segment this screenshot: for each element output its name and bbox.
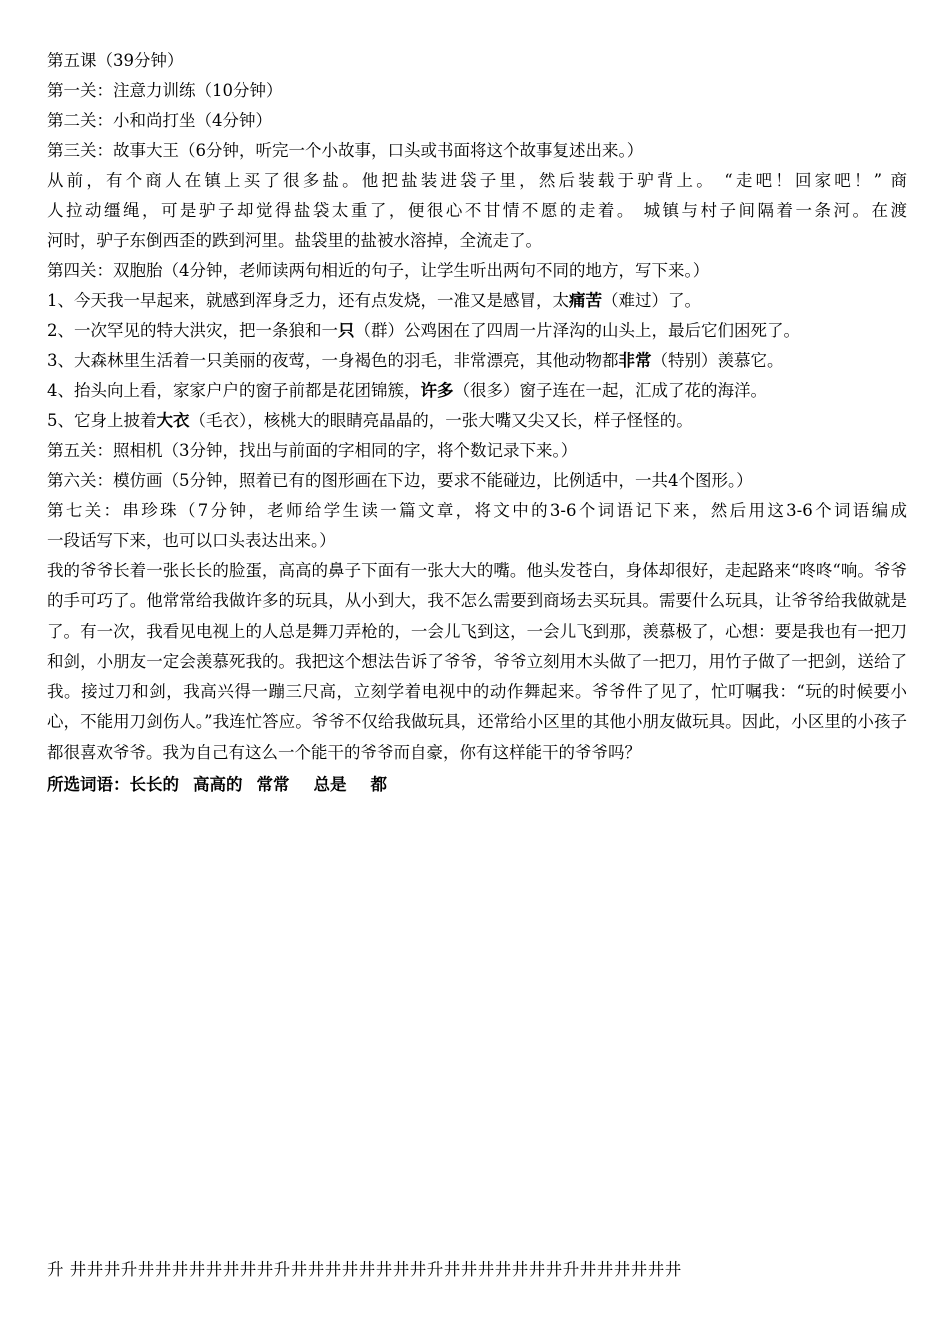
character-pattern-row: 升 井井井升井井井井井井井井升井井井井井井井井升井井井井井井井升井井井井井井 (47, 1260, 682, 1279)
word-3: 常常 (256, 775, 290, 795)
sentence-1: 1、今天我一早起来，就感到浑身乏力，还有点发烧，一准又是感冒，太痛苦（难过）了。 (47, 291, 701, 310)
essay-paragraph: 我的爷爷长着一张长长的脸蛋，高高的鼻子下面有一张大大的嘴。他头发苍白，身体却很好，走起路来“咚咚“响。爷爷的手可巧了。他常常给我做许多的玩具，从小到大，我不怎么需要到商场去买玩具。需要什么玩具，让爷爷给我做就是了。有一次，我看见电视上的人总是舞刀弄枪的，一会儿飞到这，一会儿飞到那，羡慕极了，心想：要是我也有一把刀和剑，小朋友一定会羡慕死我的。我把这个想法告诉了爷爷，爷爷立刻用木头做了一把刀，用竹子做了一把剑，送给了我。接过刀和剑，我高兴得一蹦三尺高，立刻学着电视中的动作舞起来。爷爷件了见了，忙叮嘱我：“玩的时候要小心，不能用刀剑伤人。”我连忙答应。爷爷不仅给我做玩具，还常给小区里的其他小朋友做玩具。因此，小区里的小孩子都很喜欢爷爷。我为自己有这么一个能干的爷爷而自豪，你有这样能干的爷爷吗？ (47, 561, 907, 762)
sentence-2-keyword: 只 (338, 321, 355, 340)
level-3-heading: 第三关：故事大王（6分钟，听完一个小故事，口头或书面将这个故事复述出来。） (47, 141, 644, 160)
level-7-heading-line-1: 第七关：串珍珠（7分钟，老师给学生读一篇文章，将文中的3-6个词语记下来，然后用这3-6个词语编成 (47, 501, 907, 520)
level-6-heading: 第六关：模仿画（5分钟，照着已有的图形画在下边，要求不能碰边，比例适中，一共4个图形。） (47, 471, 753, 490)
sentence-3-keyword: 非常 (618, 351, 652, 370)
sentence-2: 2、一次罕见的特大洪灾，把一条狼和一只（群）公鸡困在了四周一片泽沟的山头上，最后它们困死了。 (47, 321, 800, 340)
sentence-3: 3、大森林里生活着一只美丽的夜莺，一身褐色的羽毛，非常漂亮，其他动物都非常（特别）羡慕它。 (47, 351, 784, 370)
word-4: 总是 (313, 775, 347, 795)
sentence-4-keyword: 许多 (420, 381, 454, 400)
sentence-5-keyword: 大衣 (156, 411, 190, 430)
level-2-heading: 第二关：小和尚打坐（4分钟） (47, 111, 272, 130)
word-1: 长长的 (129, 775, 179, 795)
level-5-heading: 第五关：照相机（3分钟，找出与前面的字相同的字，将个数记录下来。） (47, 441, 578, 460)
level-4-heading: 第四关：双胞胎（4分钟，老师读两句相近的句子，让学生听出两句不同的地方，写下来。） (47, 261, 710, 280)
sentence-5: 5、它身上披着大衣（毛衣），核桃大的眼睛亮晶晶的，一张大嘴又尖又长，样子怪怪的。 (47, 411, 693, 430)
word-2: 高高的 (193, 775, 243, 795)
level-7-heading-line-2: 一段话写下来，也可以口头表达出来。） (47, 531, 336, 550)
sentence-4: 4、抬头向上看，家家户户的窗子前都是花团锦簇，许多（很多）窗子连在一起，汇成了花的海洋。 (47, 381, 767, 400)
level-1-heading: 第一关：注意力训练（10分钟） (47, 81, 283, 100)
story-line-3: 河时，驴子东倒西歪的跌到河里。盐袋里的盐被水溶掉，全流走了。 (47, 231, 542, 250)
selected-words-label: 所选词语： (47, 775, 130, 795)
selected-words (47, 770, 907, 800)
lesson-title: 第五课（39分钟） (47, 51, 184, 70)
word-5: 都 (370, 775, 387, 795)
sentence-1-keyword: 痛苦 (569, 291, 602, 310)
document-body (47, 46, 907, 800)
story-line-1: 从前，有个商人在镇上买了很多盐。他把盐装进袋子里，然后装载于驴背上。 “走吧！回家吧！” 商 (47, 171, 907, 190)
story-line-2: 人拉动缰绳，可是驴子却觉得盐袋太重了，便很心不甘情不愿的走着。 城镇与村子间隔着一条河。在渡 (47, 201, 907, 220)
